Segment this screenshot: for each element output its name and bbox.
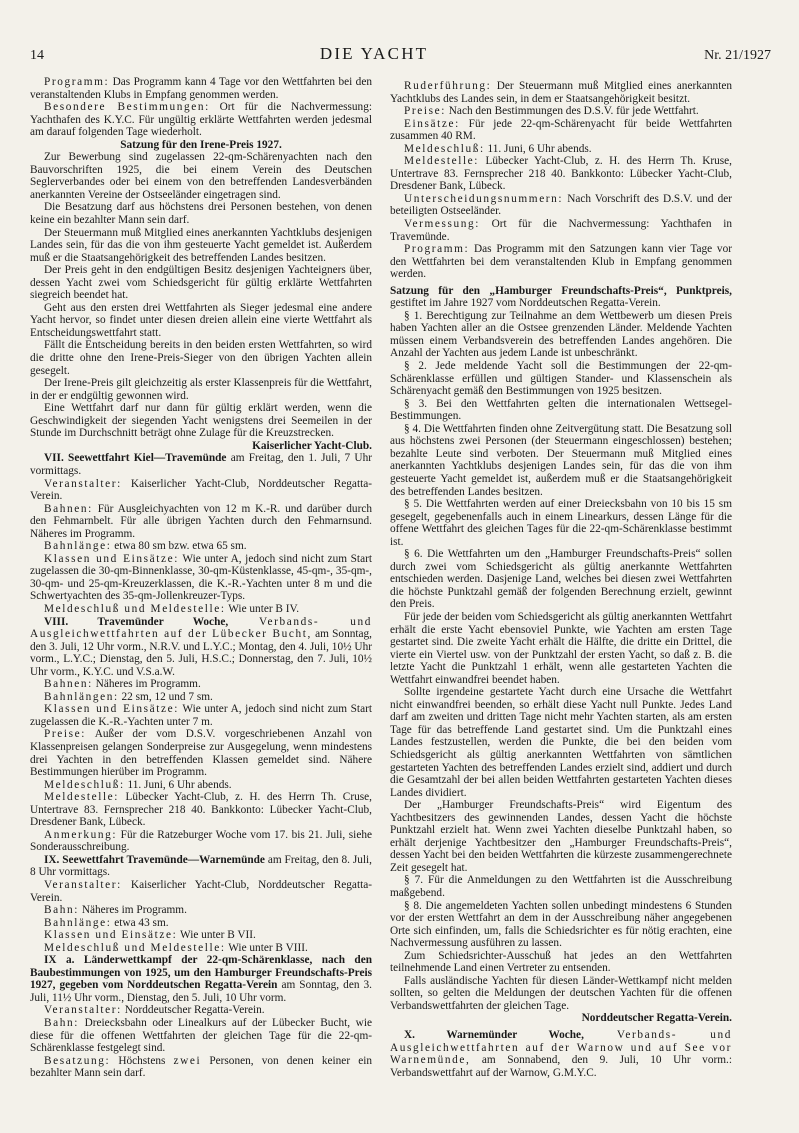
paragraph: Unterscheidungsnummern: Nach Vorschrift des D.S.V. und der beteiligten Ostseeländer.: [390, 192, 732, 218]
paragraph: Meldeschluß und Meldestelle: Wie unter B VIII.: [44, 941, 308, 954]
paragraph: X. Warnemünder Woche, Verbands- und Ausgleichwettfahrten auf der Warnow und auf See vor Warnemünde, am Sonnabend, den 9. Juli, 10 Uhr vorm.: Verbandswettfahrt auf der Warnow, G.M.Y.C.: [390, 1029, 732, 1079]
issue-number: Nr. 21/1927: [704, 48, 771, 63]
page-number: 14: [30, 48, 44, 63]
page-header: [30, 44, 771, 68]
paragraph: Meldeschluß: 11. Juni, 6 Uhr abends.: [44, 778, 232, 791]
paragraph: Anmerkung: Für die Ratzeburger Woche vom 17. bis 21. Juli, siehe Sonderausschreibung.: [30, 828, 372, 854]
paragraph: Bahn: Dreiecksbahn oder Linealkurs auf der Lübecker Bucht, wie diese für die offenen Wettfahrten der gleichen Tage für die 22-qm-Schärenklasse festgelegt sind.: [30, 1017, 372, 1055]
paragraph: Eine Wettfahrt darf nur dann für gültig erklärt werden, wenn die Geschwindigkeit der siegenden Yacht wenigstens drei Seemeilen in der Stunde im Durchschnitt beträgt ohne Zulage für die Kreuzstrecken.: [30, 402, 372, 440]
journal-title: DIE YACHT: [319, 44, 429, 63]
paragraph: Fällt die Entscheidung bereits in den beiden ersten Wettfahrten, so wird die dritte ohne den Irene-Preis-Sieger von den übrigen Yachten allein gesegelt.: [30, 339, 372, 377]
paragraph: Meldestelle: Lübecker Yacht-Club, z. H. des Herrn Th. Kruse, Untertrave 83. Fernsprecher 218 40. Bankkonto: Lübecker Yacht-Club, Dresdener Bank, Lübeck.: [390, 155, 732, 193]
paragraph: Vermessung: Ort für die Nachvermessung: Yachthafen in Travemünde.: [390, 218, 732, 243]
paragraph: § 3. Bei den Wettfahrten gelten die internationalen Wettsegel-Bestimmungen.: [390, 397, 732, 423]
paragraph: Klassen und Einsätze: Wie unter A, jedoch sind nicht zum Start zugelassen die K.-R.-Yachten unter 7 m.: [30, 703, 372, 728]
paragraph: Sollte irgendeine gestartete Yacht durch eine Ursache die Wettfahrt nicht einwandfrei beenden, so erhält diese Yacht null Punkte. Jedes Land darf am zweiten und dritten Tage nicht mehr Yachten starten, als am ersten Tage für das betreffende Land gestartet sind. Um die Punktzahl eines Landes festzustellen, werden die Punkte, die bei den beiden vom Schiedsgericht als gültig anerkannten Wettfahrten von sämtlichen gestarteten Yachten des betreffenden Landes erzielt sind, addiert und durch die Gesamtzahl der bei allen beiden Wettfahrten gestarteten Yachten dieses Landes dividiert.: [390, 686, 732, 799]
paragraph: Zum Schiedsrichter-Ausschuß hat jedes an den Wettfahrten teilnehmende Land einen Vertreter zu entsenden.: [390, 949, 732, 975]
paragraph: § 4. Die Wettfahrten finden ohne Zeitvergütung statt. Die Besatzung soll aus höchstens zwei Personen (der Steuermann eingeschlossen) bestehen; bezahlte Leute sind verboten. Der Steuermann muß Mitglied eines anerkannten Yachtklubs desjenigen Landes sein, für das die von ihm gesteuerte Yacht gemeldet ist, außerdem muß er die Staatsangehörigkeit des betreffenden Landes besitzen.: [390, 422, 732, 498]
paragraph: § 5. Die Wettfahrten werden auf einer Dreiecksbahn von 10 bis 15 sm gesegelt, gegebenenfalls auch in einem Linearkurs, dessen Länge für die offene Wettfahrt des gleichen Tages für die 22-qm-Schärenklasse bestimmt ist.: [390, 498, 732, 548]
paragraph: Falls ausländische Yachten für diesen Länder-Wettkampf nicht melden sollten, so gelten die Meldungen der deutschen Yachten für die offenen Verbandswettfahrten der gleichen Tage.: [390, 974, 732, 1012]
paragraph: § 8. Die angemeldeten Yachten sollen unbedingt mindestens 6 Stunden vor der ersten Wettfahrt an dem in der Ausschreibung näher angegebenen Orte sich einfinden, um, falls die Schiedsrichter es für nötig erachten, eine Nachvermessung ausführen zu lassen.: [390, 899, 732, 950]
paragraph: Für jede der beiden vom Schiedsgericht als gültig anerkannten Wettfahrt erhält die erste Yacht ebensoviel Punkte, wie Yachten am ersten Tage gestartet sind. Die zweite Yacht erhält die Hälfte, die dritte ein Drittel, die vierte ein Viertel usw. von der Punktzahl der ersten Yacht, so daß z. B. die letzte Yacht die Punktzahl 1 erhält, wenn alle gestarteten Yachten die Wettfahrt einwandfrei beendet haben.: [390, 610, 732, 686]
paragraph: Klassen und Einsätze: Wie unter B VII.: [44, 929, 256, 942]
paragraph: Satzung für den „Hamburger Freundschafts-Preis“, Punktpreis, gestiftet im Jahre 1927 vom Norddeutschen Regatta-Verein.: [390, 284, 732, 310]
paragraph: Besondere Bestimmungen: Ort für die Nachvermessung: Yachthafen des K.Y.C. Für ungültig erklärte Wettfahrten werden jedesmal am darauf folgenden Tage wiederholt.: [30, 101, 372, 139]
section-title: Satzung für den Irene-Preis 1927.: [120, 138, 282, 151]
paragraph: Meldeschluß: 11. Juni, 6 Uhr abends.: [404, 142, 592, 155]
paragraph: Bahnlängen: 22 sm, 12 und 7 sm.: [44, 690, 213, 703]
paragraph: Meldestelle: Lübecker Yacht-Club, z. H. des Herrn Th. Cruse, Untertrave 83. Fernsprecher 218 40. Bankkonto: Lübecker Yacht-Club, Dresdener Bank, Lübeck.: [30, 791, 372, 829]
paragraph: § 2. Jede meldende Yacht soll die Bestimmungen der 22-qm-Schärenklasse erfüllen und gültigen Stander- und Klassenschein als Schärenyacht gemäß den Bestimmungen von 1925 besitzen.: [390, 360, 732, 398]
paragraph: Der „Hamburger Freundschafts-Preis“ wird Eigentum des Yachtbesitzers des gewinnenden Landes, dessen Yacht die höchste Punktzahl erzielt hat. Wenn zwei Yachten dieselbe Punktzahl haben, so erhält derjenige Yachtbesitzer den „Hamburger Freundschafts-Preis“, dessen Yacht bei den beiden Wettfahrten die kürzeste zusammengerechnete Zeit gesegelt hat.: [390, 799, 732, 874]
paragraph: Veranstalter: Kaiserlicher Yacht-Club, Norddeutscher Regatta-Verein.: [30, 477, 372, 503]
paragraph: Zur Bewerbung sind zugelassen 22-qm-Schärenyachten nach den Bauvorschriften 1925, die bei einem Verein des Deutschen Seglerverbandes oder bei einem von den betreffenden Landesverbänden anerkannten Vereine der Ostseeländer eingetragen sind.: [30, 151, 372, 201]
paragraph: Die Besatzung darf aus höchstens drei Personen bestehen, von denen keine ein bezahlter Mann sein darf.: [30, 201, 372, 227]
paragraph: § 6. Die Wettfahrten um den „Hamburger Freundschafts-Preis“ sollen durch zwei vom Schiedsgericht als gültig anerkannte Wettfahrten entschieden werden. Dasjenige Land, welches bei diesen zwei Wettfahrten die höchste Punktzahl gemäß der folgenden Berechnung erzielt, gewinnt den Preis.: [390, 548, 732, 611]
right-column: [390, 80, 732, 1079]
paragraph: IX. Seewettfahrt Travemünde—Warnemünde am Freitag, den 8. Juli, 8 Uhr vormittags.: [30, 853, 372, 879]
paragraph: Bahnen: Für Ausgleichyachten von 12 m K.-R. und darüber durch den Fehmarnbelt. Für alle übrigen Yachten durch den Fehmarnsund. Näheres im Programm.: [30, 502, 372, 540]
paragraph: VIII. Travemünder Woche, Verbands- und Ausgleichwettfahrten auf der Lübecker Bucht, am Sonntag, den 3. Juli, 12 Uhr vorm., N.R.V. und L.Y.C.; Montag, den 4. Juli, 10½ Uhr vorm., L.Y.C.; Dienstag, den 5. Juli, H.S.C.; Donnerstag, den 7. Juli, 10½ Uhr vorm., K.Y.C. und V.S.a.W.: [30, 615, 372, 678]
paragraph: Klassen und Einsätze: Wie unter A, jedoch sind nicht zum Start zugelassen die 30-qm-Binnenklasse, 30-qm-Küstenklasse, 45-qm-, 35-qm-, 30-qm- und 25-qm-Kreuzerklassen, die K.-R.-Yachten unter 8 m und die Schwertyachten des 35-qm-Jollenkreuzer-Typs.: [30, 552, 372, 603]
paragraph: Der Steuermann muß Mitglied eines anerkannten Yachtklubs desjenigen Landes sein, für das die von ihm gesteuerte Yacht gemeldet ist. Außerdem muß er die Staatsangehörigkeit des betreffenden Landes besitzen.: [30, 226, 372, 264]
paragraph: § 7. Für die Anmeldungen zu den Wettfahrten ist die Ausschreibung maßgebend.: [390, 874, 732, 899]
paragraph: Bahnlänge: etwa 43 sm.: [44, 916, 169, 929]
paragraph: Einsätze: Für jede 22-qm-Schärenyacht für beide Wettfahrten zusammen 40 RM.: [390, 117, 732, 143]
paragraph: IX a. Länderwettkampf der 22-qm-Schärenklasse, nach den Baubestimmungen von 1925, um den Hamburger Freundschafts-Preis 1927, gegeben vom Norddeutschen Regatta-Verein am Sonntag, den 3. Juli, 11½ Uhr vorm., Dienstag, den 5. Juli, 10 Uhr vorm.: [30, 954, 372, 1004]
paragraph: Veranstalter: Norddeutscher Regatta-Verein.: [44, 1004, 265, 1017]
paragraph: Besatzung: Höchstens zwei Personen, von denen keiner ein bezahlter Mann sein darf.: [30, 1054, 372, 1080]
paragraph: Bahnen: Näheres im Programm.: [44, 678, 201, 691]
paragraph: § 1. Berechtigung zur Teilnahme an dem Wettbewerb um diesen Preis haben Yachten aller an die Ostsee grenzenden Länder. Meldende Yachten müssen einem Verbandsverein des betreffenden Landes angehören. Die Anzahl der Yachten aus jedem Lande ist unbeschränkt.: [390, 309, 732, 360]
signature: Kaiserlicher Yacht-Club.: [252, 439, 372, 452]
signature: Norddeutscher Regatta-Verein.: [581, 1012, 732, 1025]
paragraph: Der Preis geht in den endgültigen Besitz desjenigen Yachteigners über, dessen Yacht zwei vom Schiedsgericht für gültig erklärte Wettfahrten siegreich beendet hat.: [30, 264, 372, 302]
paragraph: Veranstalter: Kaiserlicher Yacht-Club, Norddeutscher Regatta-Verein.: [30, 879, 372, 904]
paragraph: Preise: Außer der vom D.S.V. vorgeschriebenen Anzahl von Klassenpreisen gelangen Sonderpreise zur Ausgegelung, wenn mindestens drei Yachten in den betreffenden Klassen gemeldet sind. Nähere Bestimmungen hierüber im Programm.: [30, 728, 372, 779]
paragraph: Bahn: Näheres im Programm.: [44, 904, 187, 917]
paragraph: Bahnlänge: etwa 80 sm bzw. etwa 65 sm.: [44, 540, 247, 553]
paragraph: Ruderführung: Der Steuermann muß Mitglied eines anerkannten Yachtklubs des Landes sein, in dem er Staatsangehörigkeit besitzt.: [390, 80, 732, 105]
paragraph: Preise: Nach den Bestimmungen des D.S.V. für jede Wettfahrt.: [404, 105, 699, 118]
paragraph: Programm: Das Programm mit den Satzungen kann vier Tage vor den Wettfahrten bei dem veranstaltenden Klub in Empfang genommen werden.: [390, 243, 732, 281]
paragraph: Meldeschluß und Meldestelle: Wie unter B IV.: [44, 602, 300, 615]
paragraph: Der Irene-Preis gilt gleichzeitig als erster Klassenpreis für die Wettfahrt, in der er endgültig gewonnen wird.: [30, 377, 372, 402]
paragraph: Programm: Das Programm kann 4 Tage vor den Wettfahrten bei den veranstaltenden Klubs in Empfang genommen werden.: [30, 76, 372, 101]
paragraph: VII. Seewettfahrt Kiel—Travemünde am Freitag, den 1. Juli, 7 Uhr vormittags.: [30, 452, 372, 477]
paragraph: Geht aus den ersten drei Wettfahrten als Sieger jedesmal eine andere Yacht hervor, so findet unter diesen dreien allein eine vierte Wettfahrt als Entscheidungswettfahrt statt.: [30, 301, 372, 339]
left-column: [30, 76, 372, 1080]
